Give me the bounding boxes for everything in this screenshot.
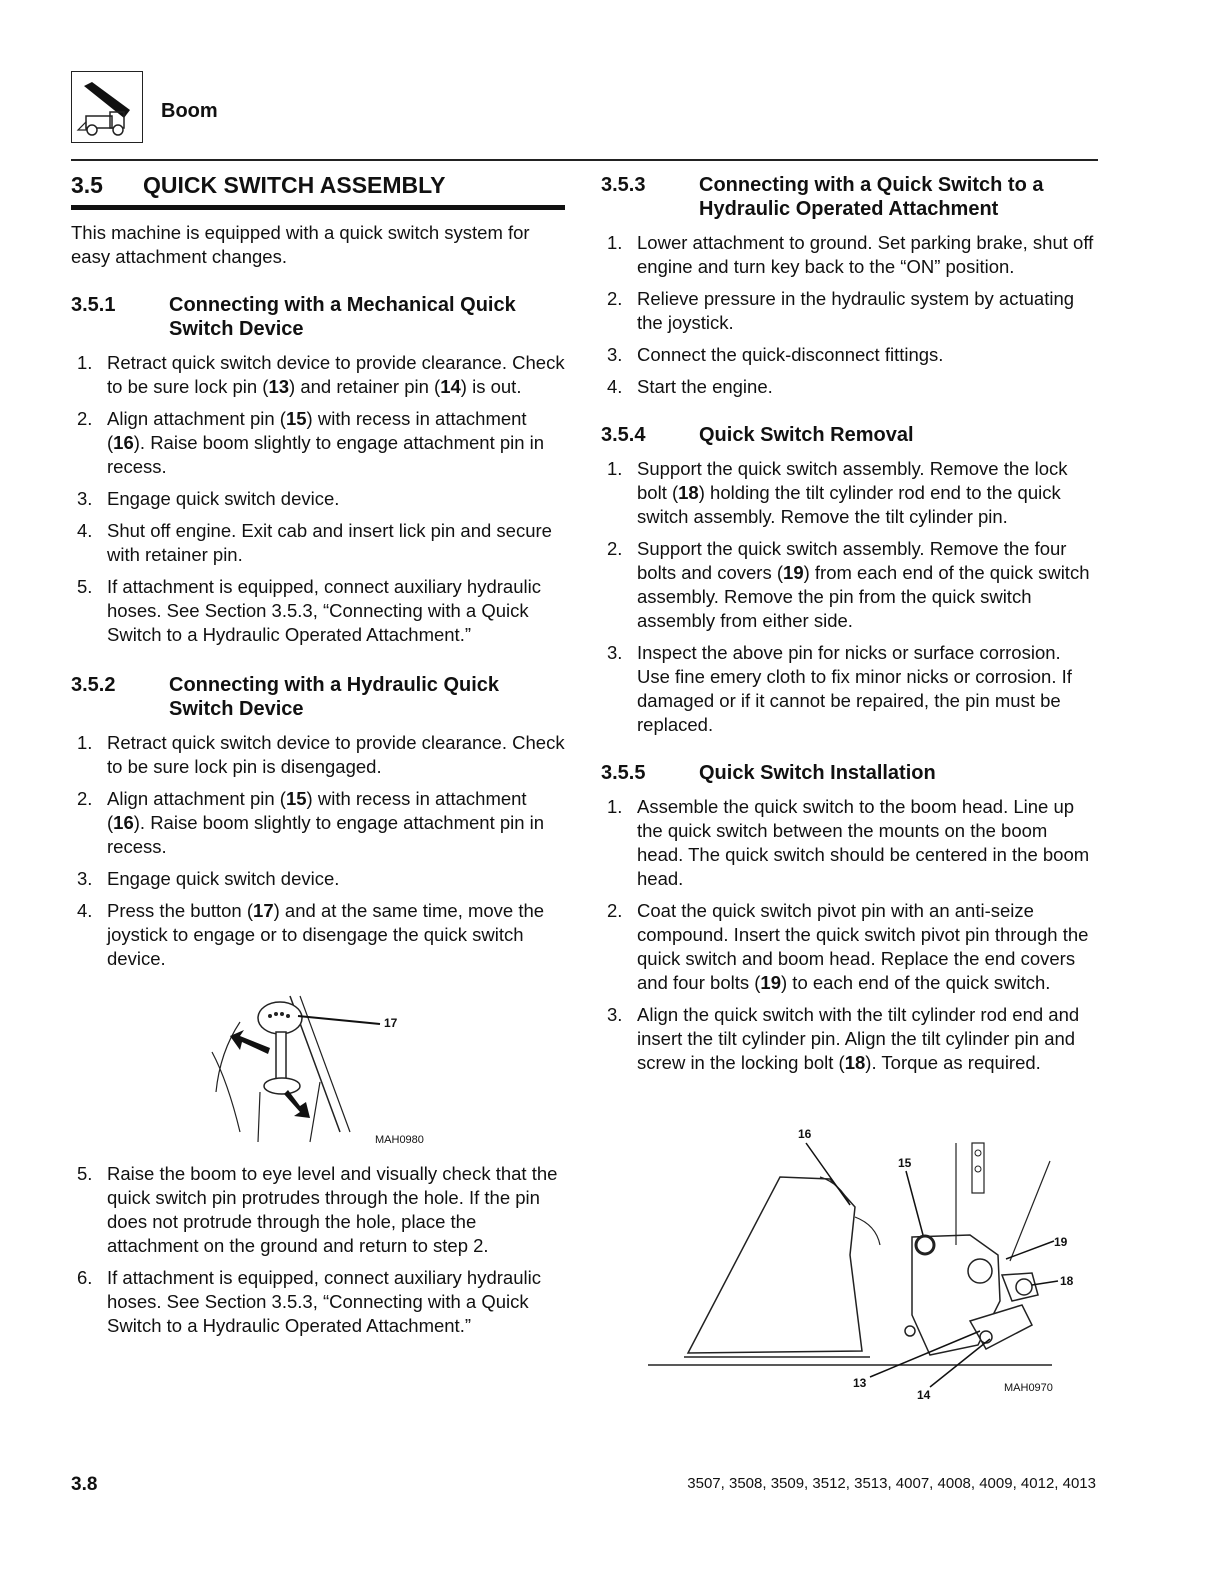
- list-item: 5. Raise the boom to eye level and visually check that the quick switch pin protrudes through the hole. If the pin does not protrude through the hole, place the attachment on the ground and return to step 2.: [77, 1163, 558, 1256]
- subsection-354-steps: [601, 457, 1098, 737]
- callout-reference: 13: [268, 376, 290, 397]
- callout-reference: 16: [113, 812, 134, 833]
- callout-reference: 14: [440, 376, 461, 397]
- list-item: 2. Relieve pressure in the hydraulic system by actuating the joystick.: [607, 288, 1075, 333]
- callout-reference: 15: [285, 788, 307, 809]
- list-item: 2. Support the quick switch assembly. Remove the four bolts and covers (19) from each end of the quick switch assembly. Remove the pin from the quick switch assembly from either side.: [607, 538, 1090, 631]
- callout-reference: 18: [678, 482, 699, 503]
- callout-18: 18: [1060, 1274, 1074, 1288]
- subsection-352-steps: [71, 731, 565, 971]
- figure-code: MAH0980: [375, 1134, 424, 1146]
- list-item: 4. Press the button (17) and at the same time, move the joystick to engage or to disengage the quick switch device.: [77, 900, 545, 969]
- subsection-title: Connecting with a Quick Switch to a Hydraulic Operated Attachment: [699, 174, 1044, 220]
- quick-switch-figure: [640, 1125, 1090, 1410]
- header-rule: [71, 159, 1098, 161]
- header-logo: [71, 71, 143, 143]
- callout-reference: 15: [285, 408, 307, 429]
- callout-13: 13: [853, 1376, 867, 1390]
- section-heading-rule: [71, 205, 565, 210]
- left-column-continued: [71, 1162, 565, 1346]
- list-item: 3. Inspect the above pin for nicks or surface corrosion. Use fine emery cloth to fix minor nicks or corrosion. If damaged or if it cannot be repaired, the pin must be replaced.: [607, 642, 1072, 735]
- subsection-title: Connecting with a Mechanical Quick Switch Device: [169, 294, 516, 340]
- callout-15: 15: [898, 1156, 912, 1170]
- list-item: 2. Align attachment pin (15) with recess in attachment (16). Raise boom slightly to engage attachment pin in recess.: [77, 408, 545, 477]
- list-item: 1. Retract quick switch device to provide clearance. Check to be sure lock pin (13) and retainer pin (14) is out.: [77, 352, 565, 397]
- callout-14: 14: [917, 1388, 931, 1402]
- section-heading: [71, 172, 565, 199]
- callout-reference: 18: [844, 1052, 866, 1073]
- left-column: [71, 221, 565, 979]
- list-item: 1. Support the quick switch assembly. Remove the lock bolt (18) holding the tilt cylinder rod end to the quick switch assembly. Remove the tilt cylinder pin.: [607, 458, 1068, 527]
- list-item: 1. Retract quick switch device to provide clearance. Check to be sure lock pin is disengaged.: [77, 732, 565, 777]
- subsection-title: Quick Switch Installation: [699, 762, 936, 784]
- callout-reference: 17: [253, 900, 274, 921]
- callout-19: 19: [1054, 1235, 1068, 1249]
- subsection-number: 3.5.1: [71, 294, 116, 316]
- boom-loader-icon: [72, 72, 144, 144]
- callout-reference: 19: [760, 972, 781, 993]
- quick-switch-illustration: [640, 1125, 1090, 1410]
- subsection-number: 3.5.5: [601, 762, 646, 784]
- header-section-name: Boom: [161, 100, 218, 122]
- list-item: 3. Engage quick switch device.: [77, 488, 340, 509]
- subsection-title: Connecting with a Hydraulic Quick Switch Device: [169, 674, 500, 720]
- model-list: 3507, 3508, 3509, 3512, 3513, 4007, 4008, 4009, 4012, 4013: [687, 1475, 1096, 1492]
- section-title: QUICK SWITCH ASSEMBLY: [143, 172, 446, 198]
- list-item: 5. If attachment is equipped, connect auxiliary hydraulic hoses. See Section 3.5.3, “Connecting with a Quick Switch to a Hydraulic Operated Attachment.”: [77, 576, 541, 645]
- subsection-351-heading: [71, 293, 565, 341]
- list-item: 2. Coat the quick switch pivot pin with an anti-seize compound. Insert the quick switch pivot pin through the quick switch and boom head. Replace the end covers and four bolts (19) to each end of the quick switch.: [607, 900, 1089, 993]
- list-item: 3. Engage quick switch device.: [77, 868, 340, 889]
- subsection-number: 3.5.3: [601, 174, 646, 196]
- subsection-title: Quick Switch Removal: [699, 424, 914, 446]
- subsection-355-steps: [601, 795, 1098, 1075]
- callout-17: 17: [384, 1016, 398, 1030]
- list-item: 3. Connect the quick-disconnect fittings.: [607, 344, 944, 365]
- page-number: 3.8: [71, 1474, 98, 1495]
- list-item: 6. If attachment is equipped, connect auxiliary hydraulic hoses. See Section 3.5.3, “Connecting with a Quick Switch to a Hydraulic Operated Attachment.”: [77, 1267, 541, 1336]
- subsection-351-steps: [71, 351, 565, 647]
- subsection-352-heading: [71, 673, 565, 721]
- section-number: 3.5: [71, 172, 103, 198]
- list-item: 4. Shut off engine. Exit cab and insert lick pin and secure with retainer pin.: [77, 520, 552, 565]
- list-item: 2. Align attachment pin (15) with recess in attachment (16). Raise boom slightly to engage attachment pin in recess.: [77, 788, 545, 857]
- joystick-figure: [200, 992, 450, 1152]
- callout-reference: 16: [113, 432, 134, 453]
- list-item: 1. Assemble the quick switch to the boom head. Line up the quick switch between the mounts on the boom head. The quick switch should be centered in the boom head.: [607, 796, 1090, 889]
- callout-16: 16: [798, 1127, 812, 1141]
- right-column: [601, 173, 1098, 1083]
- list-item: 1. Lower attachment to ground. Set parking brake, shut off engine and turn key back to the “ON” position.: [607, 232, 1094, 277]
- callout-reference: 19: [783, 562, 804, 583]
- subsection-number: 3.5.4: [601, 424, 646, 446]
- joystick-illustration: [200, 992, 450, 1152]
- list-item: 4. Start the engine.: [607, 376, 773, 397]
- figure-code: MAH0970: [1004, 1382, 1053, 1394]
- list-item: 3. Align the quick switch with the tilt cylinder rod end and insert the tilt cylinder pin. Align the tilt cylinder pin and screw in the locking bolt (18). Torque as required.: [607, 1004, 1080, 1073]
- subsection-353-steps: [601, 231, 1098, 399]
- subsection-352-steps-continued: [71, 1162, 565, 1338]
- subsection-355-heading: [601, 761, 1098, 785]
- subsection-354-heading: [601, 423, 1098, 447]
- subsection-353-heading: [601, 173, 1098, 221]
- subsection-number: 3.5.2: [71, 674, 116, 696]
- intro-text: This machine is equipped with a quick switch system for easy attachment changes.: [71, 222, 530, 267]
